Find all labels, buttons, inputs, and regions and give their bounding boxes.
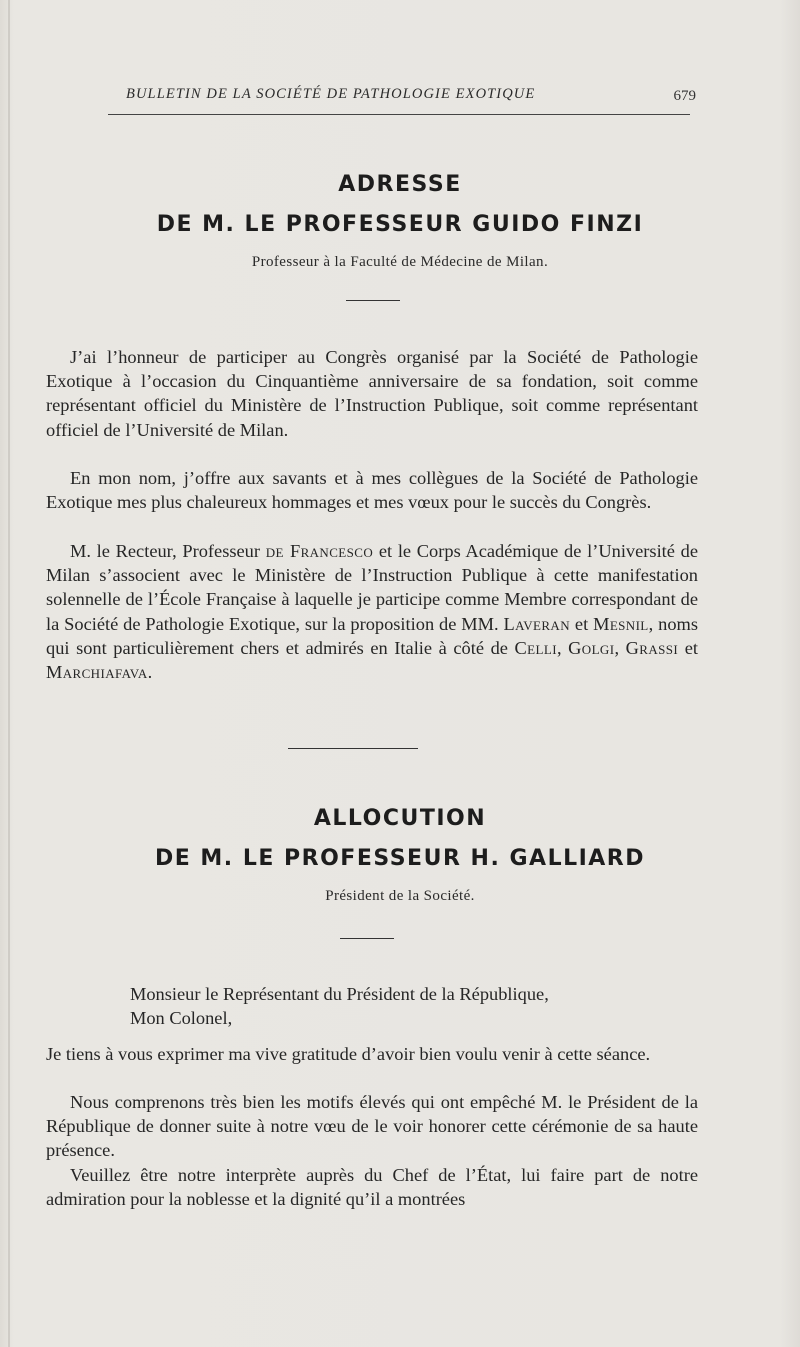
section1-paragraph-2: En mon nom, j’offre aux savants et à mes collègues de la Société de Pathologie Exotique mes plus chaleureux hommages et mes vœux pour le succès du Congrès. [46, 468, 698, 513]
name-de-francesco: de Francesco [265, 541, 374, 561]
page-number: 679 [673, 88, 696, 104]
section1-subtitle: Professeur à la Faculté de Médecine de Milan. [251, 254, 549, 270]
section2-short-rule [340, 938, 394, 939]
section2-paragraph-2: Nous comprenons très bien les motifs élevés qui ont empêché M. le Président de la République de donner suite à notre vœu de le voir honorer cette cérémonie de sa haute présence. [46, 1092, 698, 1161]
section2-title-line2: DE M. LE PROFESSEUR H. GALLIARD [154, 846, 646, 871]
salutation-line-1: Monsieur le Représentant du Président de la République, [130, 984, 549, 1004]
section-separator-rule [288, 748, 418, 749]
section1-paragraph-3: M. le Recteur, Professeur de Francesco et le Corps Académique de l’Université de Milan s’associent avec le Ministère de l’Instruction Publique à cette manifestation solennelle de l’École Française à laquelle je participe comme Membre correspondant de la Société de Pathologie Exotique, sur la proposition de MM. Laveran et Mesnil, noms qui sont particulièrement chers et admirés en Italie à côté de Celli, Golgi, Grassi et Marchiafava. [46, 541, 699, 683]
salutation-line-2: Mon Colonel, [130, 1008, 233, 1028]
section1-paragraph-1: J’ai l’honneur de participer au Congrès organisé par la Société de Pathologie Exotique à l’occasion du Cinquantième anniversaire de sa fondation, soit comme représentant officiel du Ministère de l’Instruction Publique, soit comme représentant officiel de l’Université de Milan. [46, 347, 698, 440]
name-golgi: Golgi [568, 637, 615, 658]
section1-title-line2: DE M. LE PROFESSEUR GUIDO FINZI [156, 212, 644, 237]
section1-short-rule [346, 300, 400, 301]
name-grassi: Grassi [625, 637, 679, 658]
section2-paragraph-1: Je tiens à vous exprimer ma vive gratitude d’avoir bien voulu venir à cette séance. [46, 1044, 651, 1064]
name-marchiafava: Marchiafava [46, 662, 148, 683]
name-celli: Celli [514, 637, 557, 658]
header-rule [108, 114, 690, 115]
section2-subtitle: Président de la Société. [325, 888, 475, 904]
page-binding-edge [8, 0, 10, 1347]
section2-title-line1: ALLOCUTION [313, 806, 487, 831]
section1-title-line1: ADRESSE [338, 172, 462, 197]
running-header [112, 86, 696, 110]
name-laveran: Laveran [503, 613, 571, 634]
name-mesnil: Mesnil [593, 613, 649, 634]
running-title: BULLETIN DE LA SOCIÉTÉ DE PATHOLOGIE EXOTIQUE [126, 86, 536, 102]
section2-paragraph-3: Veuillez être notre interprète auprès du Chef de l’État, lui faire part de notre admiration pour la noblesse et la dignité qu’il a montrées [46, 1165, 698, 1210]
